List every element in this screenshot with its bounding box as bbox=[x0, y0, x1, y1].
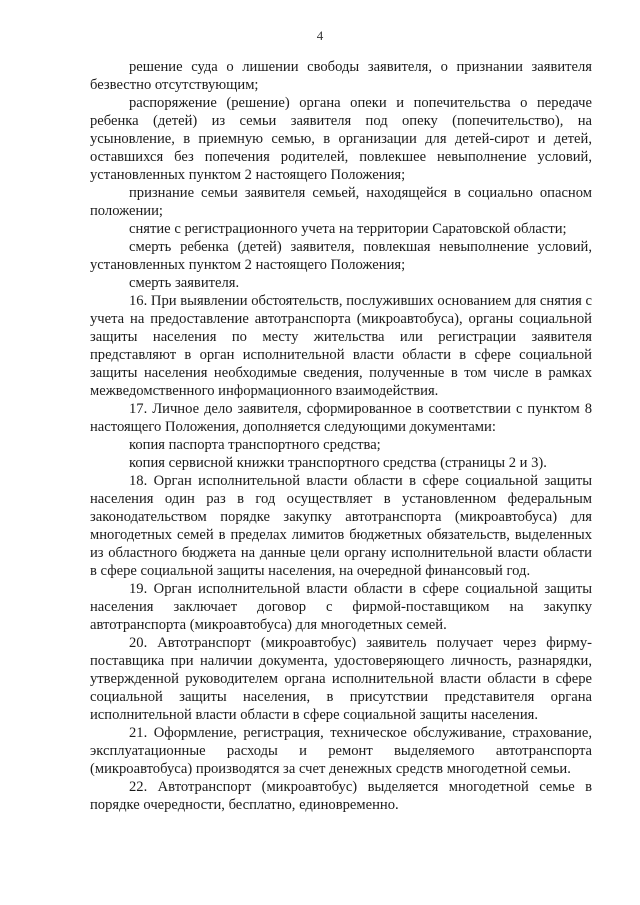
paragraph-applicant-death: смерть заявителя. bbox=[129, 275, 240, 291]
paragraph-child-death: смерть ребенка (детей) заявителя, повлекшая невыполнение условий, установленных пунктом 2 настоящего Положения; bbox=[90, 239, 592, 273]
paragraph-passport-copy: копия паспорта транспортного средства; bbox=[129, 437, 381, 453]
paragraph-service-book-copy: копия сервисной книжки транспортного средства (страницы 2 и 3). bbox=[129, 455, 547, 471]
document-body bbox=[90, 58, 592, 814]
paragraph-clause-17: 17. Личное дело заявителя, сформированное в соответствии с пунктом 8 настоящего Положения, дополняется следующими документами: bbox=[90, 401, 592, 435]
paragraph-clause-21: 21. Оформление, регистрация, техническое обслуживание, страхование, эксплуатационные расходы и ремонт выделяемого автотранспорта (микроавтобуса) производятся за счет денежных средств многодетной семьи. bbox=[90, 725, 592, 777]
page-number: 4 bbox=[316, 28, 324, 43]
paragraph-court-decision: решение суда о лишении свободы заявителя, о признании заявителя безвестно отсутствующим; bbox=[90, 59, 592, 93]
paragraph-clause-20: 20. Автотранспорт (микроавтобус) заявитель получает через фирму-поставщика при наличии документа, удостоверяющего личность, разнарядки, утвержденной руководителем органа исполнительной власти области в сфере социальной защиты населения, в присутствии представителя органа исполнительной власти области в сфере социальной защиты населения. bbox=[90, 635, 592, 723]
paragraph-socially-dangerous: признание семьи заявителя семьей, находящейся в социально опасном положении; bbox=[90, 185, 592, 219]
paragraph-clause-19: 19. Орган исполнительной власти области в сфере социальной защиты населения заключает договор с фирмой-поставщиком на закупку автотранспорта (микроавтобуса) для многодетных семей. bbox=[90, 581, 592, 633]
paragraph-clause-16: 16. При выявлении обстоятельств, послуживших основанием для снятия с учета на предоставление автотранспорта (микроавтобуса), органы социальной защиты населения по месту жительства или регистрации заявителя представляют в орган исполнительной власти области в сфере социальной защиты населения необходимые сведения, полученные в том числе в рамках межведомственного информационного взаимодействия. bbox=[90, 293, 592, 399]
paragraph-deregistration: снятие с регистрационного учета на территории Саратовской области; bbox=[129, 221, 567, 237]
paragraph-clause-22: 22. Автотранспорт (микроавтобус) выделяется многодетной семье в порядке очередности, бесплатно, единовременно. bbox=[90, 779, 592, 813]
paragraph-clause-18: 18. Орган исполнительной власти области в сфере социальной защиты населения один раз в год осуществляет в установленном федеральным законодательством порядке закупку автотранспорта (микроавтобуса) для многодетных семей в пределах лимитов бюджетных обязательств, выделенных из областного бюджета на данные цели органу исполнительной власти области в сфере социальной защиты населения, на очередной финансовый год. bbox=[90, 473, 592, 579]
paragraph-guardianship-order: распоряжение (решение) органа опеки и попечительства о передаче ребенка (детей) из семьи заявителя под опеку (попечительство), на усыновление, в приемную семью, в организации для детей-сирот и детей, оставшихся без попечения родителей, повлекшее невыполнение условий, установленных пунктом 2 настоящего Положения; bbox=[90, 95, 592, 183]
